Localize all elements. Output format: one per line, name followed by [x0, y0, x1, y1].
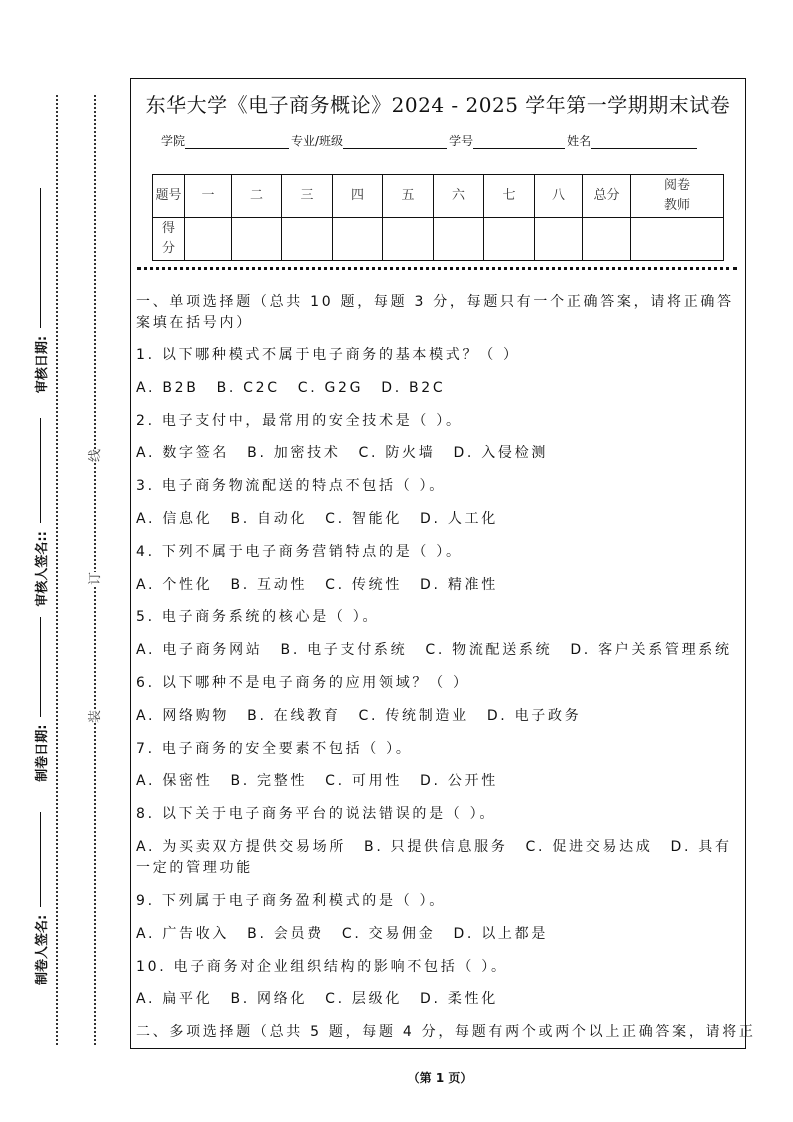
question-list [136, 339, 742, 1016]
score-cell[interactable] [282, 218, 333, 261]
question-7-options [136, 765, 742, 798]
col-header: 七 [484, 175, 535, 218]
col-header: 六 [434, 175, 484, 218]
question-9: 9. 下列属于电子商务盈利模式的是（ ）。 [136, 892, 446, 909]
answer-option: B. 在线教育 [247, 707, 341, 724]
answer-option: B. 网络化 [230, 991, 308, 1008]
preparation-date-line[interactable] [30, 617, 41, 717]
answer-option: B. 只提供信息服务 [364, 838, 508, 855]
score-table [152, 174, 724, 261]
exam-title: 东华大学《电子商务概论》2024 - 2025 学年第一学期期末试卷 [145, 93, 731, 117]
score-cell[interactable] [434, 218, 484, 261]
section-2-heading: 二、多项选择题（总共 5 题，每题 4 分，每题有两个或两个以上正确答案，请将正 [136, 1024, 756, 1041]
binding-mark-staple: 订 [84, 572, 103, 585]
major-class-field[interactable] [343, 134, 447, 149]
answer-option: B. 完整性 [230, 773, 308, 790]
exam-frame [130, 78, 756, 1049]
col-header: 一 [185, 175, 232, 218]
answer-option: A. 广告收入 [136, 925, 230, 942]
college-label: 学院 [161, 134, 186, 148]
score-table-header-row [153, 175, 724, 218]
score-cell[interactable] [333, 218, 383, 261]
answer-option: C. 促进交易达成 [525, 838, 653, 855]
answer-option: D. 以上都是 [453, 925, 549, 942]
answer-option: B. 自动化 [230, 510, 308, 527]
score-cell[interactable] [185, 218, 232, 261]
answer-option: C. 智能化 [325, 510, 403, 527]
name-field[interactable] [591, 134, 697, 149]
total-score-cell[interactable] [583, 218, 631, 261]
college-field[interactable] [185, 134, 289, 149]
student-id-label: 学号 [449, 134, 474, 148]
signature-margin [30, 90, 50, 1050]
review-date-label: 审核日期: [34, 335, 50, 394]
answer-option: A. 电子商务网站 [136, 642, 263, 659]
question-5-options [136, 634, 742, 667]
answer-option: C. G2G [297, 379, 364, 396]
question-9-options [136, 918, 742, 951]
answer-option: C. 可用性 [325, 773, 403, 790]
question-10-options [136, 983, 742, 1016]
answer-option: C. 防火墙 [358, 445, 436, 462]
total-score-header: 总分 [583, 175, 631, 218]
question-1: 1. 以下哪种模式不属于电子商务的基本模式？（ ） [136, 347, 520, 363]
score-row-header: 得分 [153, 218, 185, 261]
preparation-date-label: 制卷日期: [34, 724, 50, 782]
answer-option: D. 柔性化 [420, 991, 498, 1008]
score-table-score-row [153, 218, 724, 261]
question-6: 6. 以下哪种不是电子商务的应用领域？（ ） [136, 674, 470, 691]
answer-option: D. 电子政务 [486, 707, 582, 724]
answer-option: D. 入侵检测 [453, 445, 549, 462]
question-5: 5. 电子商务系统的核心是（ ）。 [136, 609, 380, 626]
question-3-options [136, 503, 742, 536]
question-2: 2. 电子支付中，最常用的安全技术是（ ）。 [136, 412, 463, 429]
question-10: 10. 电子商务对企业组织结构的影响不包括（ ）。 [136, 958, 508, 975]
question-6-options [136, 700, 742, 733]
answer-option: D. 精准性 [420, 576, 498, 593]
answer-option: C. 物流配送系统 [425, 642, 553, 659]
student-info-fields [161, 132, 699, 149]
question-8: 8. 以下关于电子商务平台的说法错误的是（ ）。 [136, 806, 497, 823]
grader-cell[interactable] [631, 218, 724, 261]
answer-option: A. B2B [136, 379, 199, 396]
question-3: 3. 电子商务物流配送的特点不包括（ ）。 [136, 478, 446, 495]
binding-dotted-line-outer [56, 95, 58, 1045]
col-header: 八 [535, 175, 583, 218]
question-4: 4. 下列不属于电子商务营销特点的是（ ）。 [136, 543, 463, 560]
answer-option: D. 客户关系管理系统 [570, 642, 732, 659]
preparer-signature-line[interactable] [30, 812, 41, 907]
question-1-options [136, 372, 742, 405]
answer-option: B. 互动性 [230, 576, 308, 593]
question-8-options [136, 831, 742, 885]
answer-option: D. B2C [381, 379, 446, 396]
col-header: 二 [232, 175, 282, 218]
major-class-label: 专业/班级 [291, 134, 344, 148]
answer-option: C. 层级化 [325, 991, 403, 1008]
answer-option: B. 加密技术 [247, 445, 341, 462]
answer-option: B. 会员费 [247, 925, 324, 942]
question-4-options [136, 569, 742, 602]
answer-option: C. 传统制造业 [358, 707, 469, 724]
student-id-field[interactable] [473, 134, 565, 149]
answer-option: A. 网络购物 [136, 707, 230, 724]
score-cell[interactable] [383, 218, 434, 261]
answer-option: D. 具有一定的管理功能 [136, 838, 732, 876]
question-2-options [136, 437, 742, 470]
answer-option: D. 人工化 [420, 510, 498, 527]
binding-mark-line: 线 [84, 449, 103, 462]
col-header: 四 [333, 175, 383, 218]
answer-option: B. C2C [216, 379, 280, 396]
preparer-signature-label: 制卷人签名: [34, 914, 50, 985]
answer-option: A. 为买卖双方提供交易场所 [136, 838, 347, 855]
grader-header: 阅卷教师 [631, 175, 724, 218]
page-number: （第 1 页） [407, 1071, 473, 1085]
reviewer-signature-label: 审核人签名:: [34, 531, 50, 607]
dotted-separator [137, 267, 737, 270]
question-number-header: 题号 [153, 175, 185, 218]
answer-option: C. 传统性 [325, 576, 403, 593]
answer-option: B. 电子支付系统 [280, 642, 408, 659]
answer-option: C. 交易佣金 [341, 925, 436, 942]
section-1-heading: 一、单项选择题（总共 10 题，每题 3 分，每题只有一个正确答案，请将正确答案填在括号内） [136, 294, 734, 331]
answer-option: D. 公开性 [420, 773, 498, 790]
review-date-line[interactable] [30, 188, 41, 328]
binding-mark-bind: 装 [84, 710, 103, 723]
name-label: 姓名 [567, 134, 592, 148]
answer-option: A. 数字签名 [136, 445, 230, 462]
score-cell[interactable] [232, 218, 282, 261]
answer-option: A. 扁平化 [136, 991, 213, 1008]
answer-option: A. 个性化 [136, 576, 213, 593]
exam-content [136, 292, 756, 1049]
answer-option: A. 信息化 [136, 510, 213, 527]
binding-dotted-line-inner [94, 95, 96, 1045]
col-header: 三 [282, 175, 333, 218]
col-header: 五 [383, 175, 434, 218]
reviewer-signature-line[interactable] [30, 418, 41, 523]
question-7: 7. 电子商务的安全要素不包括（ ）。 [136, 740, 413, 757]
score-cell[interactable] [535, 218, 583, 261]
score-cell[interactable] [484, 218, 535, 261]
answer-option: A. 保密性 [136, 773, 213, 790]
